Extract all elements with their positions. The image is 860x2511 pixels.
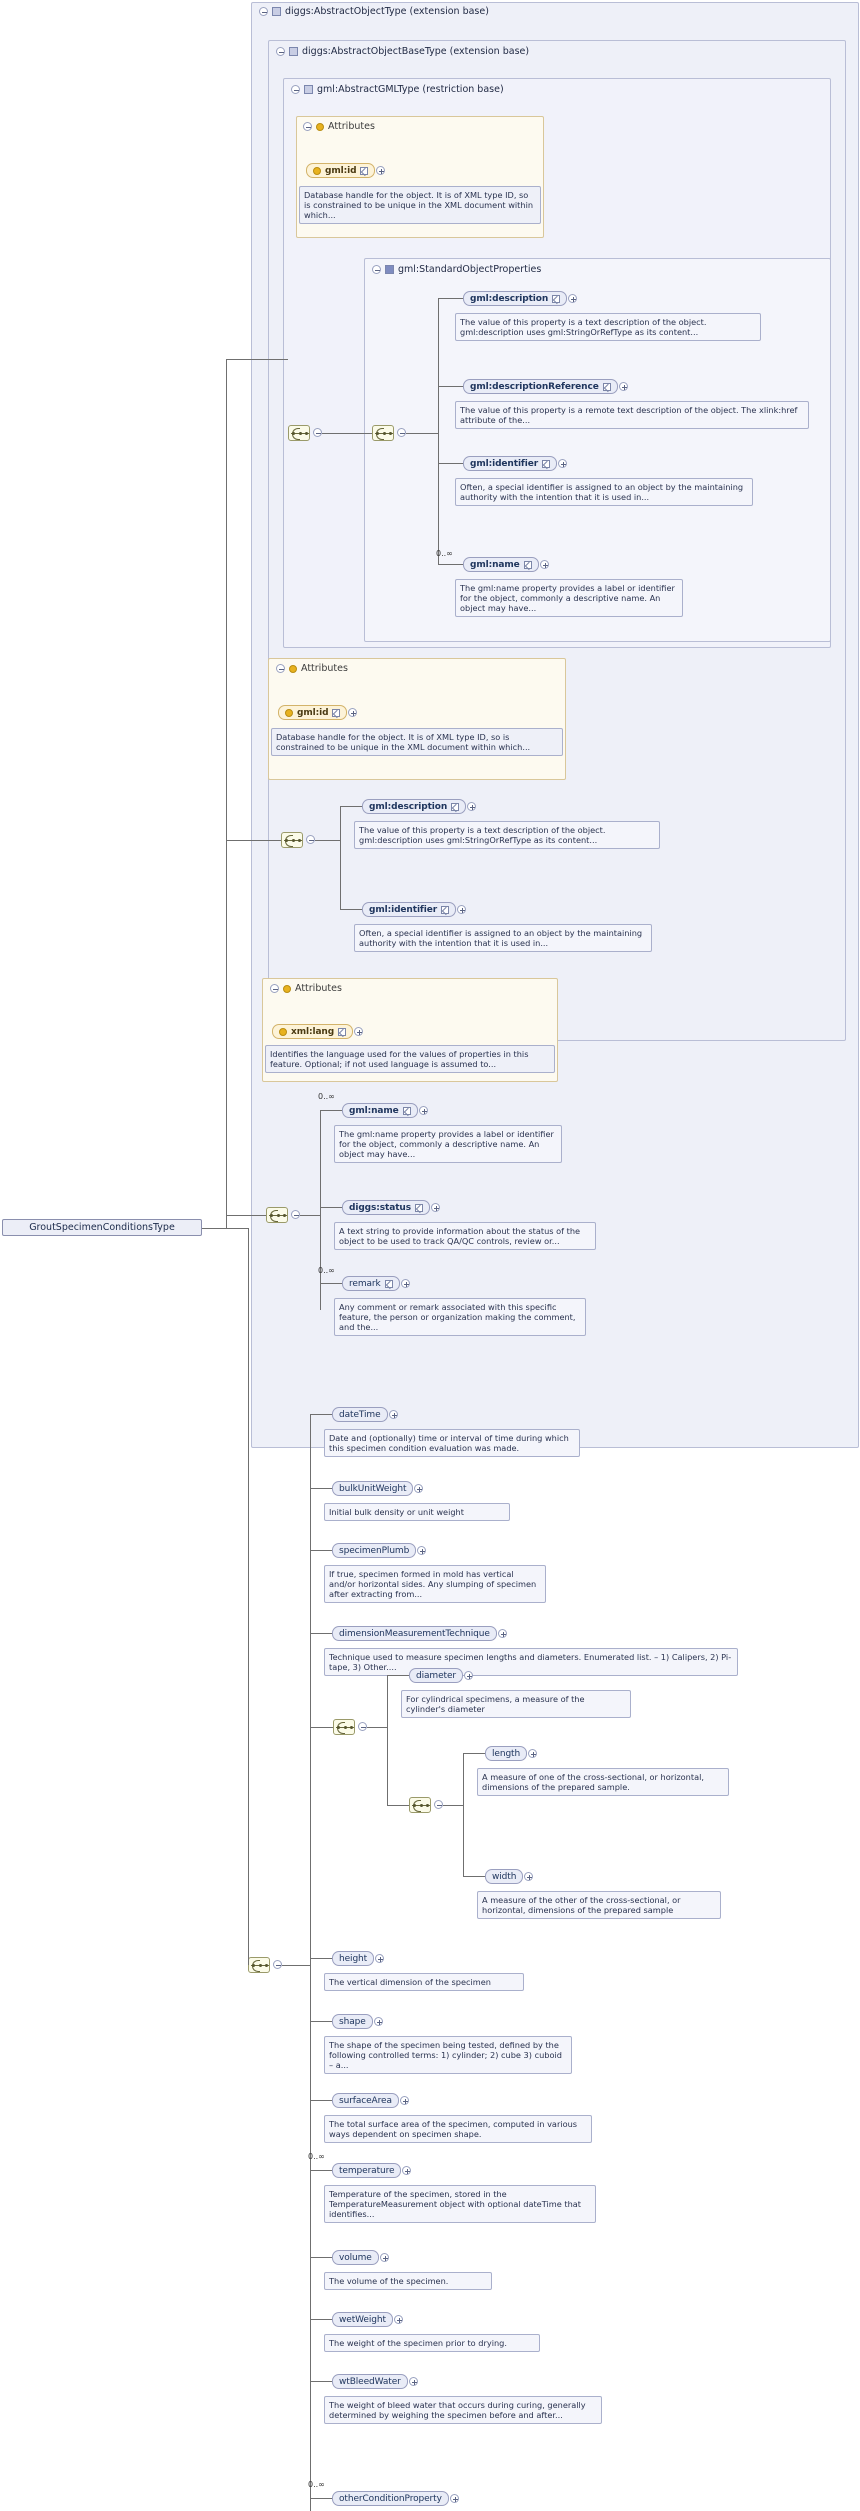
expand-icon[interactable] (431, 1203, 440, 1215)
connector (320, 1110, 321, 1310)
schema-box-icon (385, 265, 394, 274)
node-label: specimenPlumb (339, 1545, 410, 1556)
note-text: Database handle for the object. It is of XML type ID, so is constrained to be unique in the XML document within which... (276, 732, 531, 752)
schema-box-icon (272, 7, 281, 16)
note-text: For cylindrical specimens, a measure of the cylinder's diameter (406, 1694, 585, 1714)
attributes-label: Attributes (301, 663, 348, 674)
connector (226, 840, 281, 841)
connector (463, 1753, 464, 1876)
note-diggs-status (334, 1222, 596, 1250)
note-temperature (324, 2185, 596, 2223)
group-abstract-object-type-header (259, 6, 489, 17)
expand-icon[interactable] (540, 560, 549, 572)
annotation-icon (415, 1204, 423, 1212)
note-dimension-measurement-technique (324, 1648, 738, 1676)
expand-icon[interactable] (394, 2315, 403, 2327)
occurrence-label-temperature: 0..∞ (308, 2152, 325, 2161)
group-label: gml:AbstractGMLType (restriction base) (317, 84, 504, 95)
connector (340, 806, 362, 807)
connector (443, 1805, 463, 1806)
sequence-symbol-gml-standard-outer[interactable] (288, 425, 310, 441)
node-label: otherConditionProperty (339, 2493, 442, 2504)
connector (310, 2498, 332, 2499)
node-label: shape (339, 2016, 366, 2027)
element-node-gml-identifier-2[interactable] (362, 902, 456, 917)
note-text: Temperature of the specimen, stored in the TemperatureMeasurement object with optional dateTime that identifies... (329, 2189, 581, 2219)
expand-icon[interactable] (313, 428, 322, 437)
note-text: A text string to provide information about the status of the object to be used to track QA/QC controls, review or... (339, 1226, 581, 1246)
node-label: length (492, 1748, 521, 1759)
note-text: The weight of the specimen prior to drying. (329, 2338, 507, 2348)
attributes-box-1-header (303, 121, 375, 132)
node-label: gml:id (325, 165, 357, 176)
sequence-symbol-base-type[interactable] (281, 832, 303, 848)
node-label: wtBleedWater (339, 2376, 401, 2387)
connector (310, 1958, 332, 1959)
node-label: gml:description (369, 801, 448, 812)
note-length (477, 1768, 729, 1796)
collapse-icon[interactable] (276, 47, 285, 56)
connector (387, 1675, 409, 1676)
expand-icon[interactable] (389, 1410, 398, 1422)
element-node-dimension-measurement-technique[interactable] (332, 1626, 497, 1641)
note-gml-identifier-1 (455, 478, 753, 506)
expand-icon[interactable] (374, 2017, 383, 2029)
connector (310, 2100, 332, 2101)
connector (282, 1965, 310, 1966)
attribute-note-gml-id-2 (271, 728, 563, 756)
expand-icon[interactable] (524, 1872, 533, 1884)
connector (310, 2170, 332, 2171)
attribute-icon (285, 709, 293, 717)
connector (202, 1228, 248, 1229)
element-node-gml-name-2[interactable] (342, 1103, 418, 1118)
group-abstract-gml-type-header (291, 84, 504, 95)
expand-icon[interactable] (348, 708, 357, 720)
element-node-specimen-plumb[interactable] (332, 1543, 416, 1558)
node-label: gml:descriptionReference (470, 381, 599, 392)
note-shape (324, 2036, 572, 2074)
connector (438, 386, 463, 387)
expand-icon[interactable] (409, 2377, 418, 2389)
note-datetime (324, 1429, 580, 1457)
node-label: diggs:status (349, 1202, 411, 1213)
node-label: gml:identifier (369, 904, 438, 915)
element-node-height[interactable] (332, 1951, 374, 1966)
element-node-wt-bleed-water[interactable] (332, 2374, 408, 2389)
expand-icon[interactable] (306, 835, 315, 844)
note-text: The value of this property is a text description of the object. gml:description uses gml:StringOrRefType as its content... (359, 825, 606, 845)
node-label: gml:name (349, 1105, 399, 1116)
sequence-symbol-main[interactable] (248, 1957, 270, 1973)
note-text: The total surface area of the specimen, computed in various ways dependent on specimen shape. (329, 2119, 578, 2139)
expand-icon[interactable] (376, 166, 385, 178)
connector (310, 1414, 311, 2511)
node-label: remark (349, 1278, 381, 1289)
annotation-icon (552, 295, 560, 303)
note-text: The value of this property is a text description of the object. gml:description uses gml:StringOrRefType as its content... (460, 317, 707, 337)
annotation-icon (451, 803, 459, 811)
element-node-width[interactable] (485, 1869, 523, 1884)
sequence-symbol-diggs-base[interactable] (266, 1207, 288, 1223)
expand-icon[interactable] (397, 428, 406, 437)
element-node-gml-name-1[interactable] (463, 557, 539, 572)
annotation-icon (403, 1107, 411, 1115)
expand-icon[interactable] (619, 382, 628, 394)
node-label: dimensionMeasurementTechnique (339, 1628, 490, 1639)
note-bulk-unit-weight (324, 1503, 510, 1521)
connector (226, 359, 288, 360)
attributes-label: Attributes (328, 121, 375, 132)
note-text: Often, a special identifier is assigned to an object by the maintaining authority with the intention that it is used in... (460, 482, 744, 502)
element-node-diggs-status[interactable] (342, 1200, 430, 1215)
note-volume (324, 2272, 492, 2290)
node-label: xml:lang (291, 1026, 335, 1037)
note-gml-name-2 (334, 1125, 562, 1163)
note-text: The vertical dimension of the specimen (329, 1977, 491, 1987)
note-text: The gml:name property provides a label or identifier for the object, commonly a descriptive name. An object may have... (339, 1129, 554, 1159)
occurrence-label-other-condition-property: 0..∞ (308, 2480, 325, 2489)
node-label: dateTime (339, 1409, 381, 1420)
connector (320, 1110, 342, 1111)
connector (367, 1727, 387, 1728)
expand-icon[interactable] (400, 2096, 409, 2108)
attribute-icon (316, 123, 324, 131)
expand-icon[interactable] (380, 2253, 389, 2265)
collapse-icon[interactable] (303, 122, 312, 131)
expand-icon[interactable] (464, 1671, 473, 1683)
note-gml-description-reference (455, 401, 809, 429)
expand-icon[interactable] (401, 1279, 410, 1291)
node-label: bulkUnitWeight (339, 1483, 407, 1494)
note-diameter (401, 1690, 631, 1718)
note-width (477, 1891, 721, 1919)
root-element-node[interactable] (2, 1219, 202, 1236)
annotation-icon (542, 460, 550, 468)
annotation-icon (603, 383, 611, 391)
element-node-diameter[interactable] (409, 1668, 463, 1683)
note-text: If true, specimen formed in mold has vertical and/or horizontal sides. Any slumping of specimen after extracting from... (329, 1569, 537, 1599)
element-node-surface-area[interactable] (332, 2093, 399, 2108)
note-gml-name-1 (455, 579, 683, 617)
expand-icon[interactable] (414, 1484, 423, 1496)
note-text: A measure of the other of the cross-sectional, or horizontal, dimensions of the prepared sample (482, 1895, 681, 1915)
note-text: The volume of the specimen. (329, 2276, 449, 2286)
note-text: Date and (optionally) time or interval of time during which this specimen condition evaluation was made. (329, 1433, 569, 1453)
element-node-bulk-unit-weight[interactable] (332, 1481, 413, 1496)
occurrence-label-gml-name-1: 0..∞ (436, 549, 453, 558)
group-standard-object-properties-header (372, 264, 549, 275)
group-abstract-object-base-type-header (276, 46, 529, 57)
node-label: gml:description (470, 293, 549, 304)
attribute-note-gml-id-1 (299, 186, 541, 224)
connector (463, 1753, 485, 1754)
expand-icon[interactable] (434, 1800, 443, 1809)
collapse-icon[interactable] (291, 85, 300, 94)
expand-icon[interactable] (419, 1106, 428, 1118)
note-wet-weight (324, 2334, 540, 2352)
node-label: gml:id (297, 707, 329, 718)
attribute-note-xml-lang (265, 1045, 555, 1073)
expand-icon[interactable] (375, 1954, 384, 1966)
expand-icon[interactable] (291, 1210, 300, 1219)
annotation-icon (332, 709, 340, 717)
annotation-icon (385, 1280, 393, 1288)
expand-icon[interactable] (358, 1722, 367, 1731)
expand-icon[interactable] (450, 2494, 459, 2506)
annotation-icon (524, 561, 532, 569)
node-label: surfaceArea (339, 2095, 392, 2106)
sequence-symbol-gml-standard-inner[interactable] (372, 425, 394, 441)
element-node-volume[interactable] (332, 2250, 379, 2265)
note-gml-identifier-2 (354, 924, 652, 952)
connector (320, 1207, 342, 1208)
element-node-wet-weight[interactable] (332, 2312, 393, 2327)
attribute-icon (289, 665, 297, 673)
element-node-other-condition-property[interactable] (332, 2491, 449, 2506)
expand-icon[interactable] (528, 1749, 537, 1761)
element-node-gml-identifier-1[interactable] (463, 456, 557, 471)
node-label: temperature (339, 2165, 395, 2176)
connector (226, 359, 227, 1229)
annotation-icon (338, 1028, 346, 1036)
attributes-box-3-header (270, 983, 342, 994)
note-text: The value of this property is a remote text description of the object. The xlink:href attribute of the... (460, 405, 798, 425)
attribute-icon (283, 985, 291, 993)
connector (310, 2257, 332, 2258)
collapse-icon[interactable] (259, 7, 268, 16)
connector (340, 806, 341, 909)
connector (438, 463, 463, 464)
attributes-label: Attributes (295, 983, 342, 994)
schema-box-icon (289, 47, 298, 56)
element-node-shape[interactable] (332, 2014, 373, 2029)
node-label: volume (339, 2252, 372, 2263)
connector (315, 840, 340, 841)
node-label: gml:name (470, 559, 520, 570)
note-specimen-plumb (324, 1565, 546, 1603)
connector (310, 1414, 332, 1415)
expand-icon[interactable] (402, 2166, 411, 2178)
note-text: Database handle for the object. It is of XML type ID, so is constrained to be unique in the XML document within which... (304, 190, 534, 220)
note-remark (334, 1298, 586, 1336)
note-text: Technique used to measure specimen lengths and diameters. Enumerated list. – 1) Calipers, 2) Pi-tape, 3) Other.... (329, 1652, 732, 1672)
node-label: width (492, 1871, 517, 1882)
expand-icon[interactable] (467, 802, 476, 814)
note-text: Often, a special identifier is assigned to an object by the maintaining authority with the intention that it is used in... (359, 928, 643, 948)
element-node-gml-description-reference[interactable] (463, 379, 618, 394)
group-label: gml:StandardObjectProperties (398, 264, 542, 275)
attribute-node-gml-id-2[interactable] (278, 705, 347, 720)
annotation-icon (360, 167, 368, 175)
attributes-box-2-header (276, 663, 348, 674)
expand-icon[interactable] (457, 905, 466, 917)
note-gml-description-1 (455, 313, 761, 341)
note-text: A measure of one of the cross-sectional, or horizontal, dimensions of the prepared sample. (482, 1772, 704, 1792)
note-text: The shape of the specimen being tested, defined by the following controlled terms: 1) cylinder; 2) cube 3) cuboid – a... (329, 2040, 562, 2070)
connector (310, 2381, 332, 2382)
note-wt-bleed-water (324, 2396, 602, 2424)
node-label: wetWeight (339, 2314, 386, 2325)
connector (310, 2021, 332, 2022)
group-label: diggs:AbstractObjectType (extension base) (285, 6, 489, 17)
attribute-node-xml-lang[interactable] (272, 1024, 353, 1039)
connector (248, 1228, 249, 1965)
attribute-icon (313, 167, 321, 175)
expand-icon[interactable] (568, 294, 577, 306)
node-label: height (339, 1953, 368, 1964)
connector (310, 1550, 332, 1551)
schema-box-icon (304, 85, 313, 94)
collapse-icon[interactable] (372, 265, 381, 274)
expand-icon[interactable] (354, 1027, 363, 1039)
expand-icon[interactable] (273, 1960, 282, 1969)
collapse-icon[interactable] (270, 984, 279, 993)
connector (300, 1215, 320, 1216)
note-gml-description-2 (354, 821, 660, 849)
note-text: Initial bulk density or unit weight (329, 1507, 464, 1517)
connector (310, 1633, 332, 1634)
expand-icon[interactable] (498, 1629, 507, 1641)
connector (438, 564, 463, 565)
connector (226, 1215, 266, 1216)
note-text: The weight of bleed water that occurs during curing, generally determined by weighing the specimen before and after... (329, 2400, 586, 2420)
collapse-icon[interactable] (276, 664, 285, 673)
connector (406, 433, 438, 434)
sequence-symbol-length-width[interactable] (409, 1797, 431, 1813)
connector (310, 2319, 332, 2320)
connector (387, 1675, 388, 1805)
element-node-temperature[interactable] (332, 2163, 401, 2178)
node-label: diameter (416, 1670, 456, 1681)
connector (310, 1727, 333, 1728)
expand-icon[interactable] (558, 459, 567, 471)
element-node-datetime[interactable] (332, 1407, 388, 1422)
note-text: Any comment or remark associated with this specific feature, the person or organization making the comment, and the... (339, 1302, 576, 1332)
connector (438, 298, 463, 299)
element-node-gml-description-2[interactable] (362, 799, 466, 814)
note-surface-area (324, 2115, 592, 2143)
connector (310, 1488, 332, 1489)
choice-symbol-dimensions[interactable] (333, 1719, 355, 1735)
expand-icon[interactable] (417, 1546, 426, 1558)
note-text: The gml:name property provides a label or identifier for the object, commonly a descriptive name. An object may have... (460, 583, 675, 613)
occurrence-label-gml-name-2: 0..∞ (318, 1092, 335, 1101)
node-label: gml:identifier (470, 458, 539, 469)
connector (387, 1805, 409, 1806)
note-text: Identifies the language used for the values of properties in this feature. Optional; if not used language is assumed to... (270, 1049, 529, 1069)
element-node-remark[interactable] (342, 1276, 400, 1291)
connector (463, 1876, 485, 1877)
annotation-icon (441, 906, 449, 914)
note-height (324, 1973, 524, 1991)
attribute-node-gml-id-1[interactable] (306, 163, 375, 178)
occurrence-label-remark: 0..∞ (318, 1266, 335, 1275)
connector (438, 298, 439, 564)
element-node-length[interactable] (485, 1746, 527, 1761)
element-node-gml-description-1[interactable] (463, 291, 567, 306)
connector (320, 1283, 342, 1284)
connector (322, 433, 372, 434)
group-label: diggs:AbstractObjectBaseType (extension base) (302, 46, 530, 57)
root-element-label: GroutSpecimenConditionsType (29, 1222, 175, 1233)
connector (340, 909, 362, 910)
attribute-icon (279, 1028, 287, 1036)
